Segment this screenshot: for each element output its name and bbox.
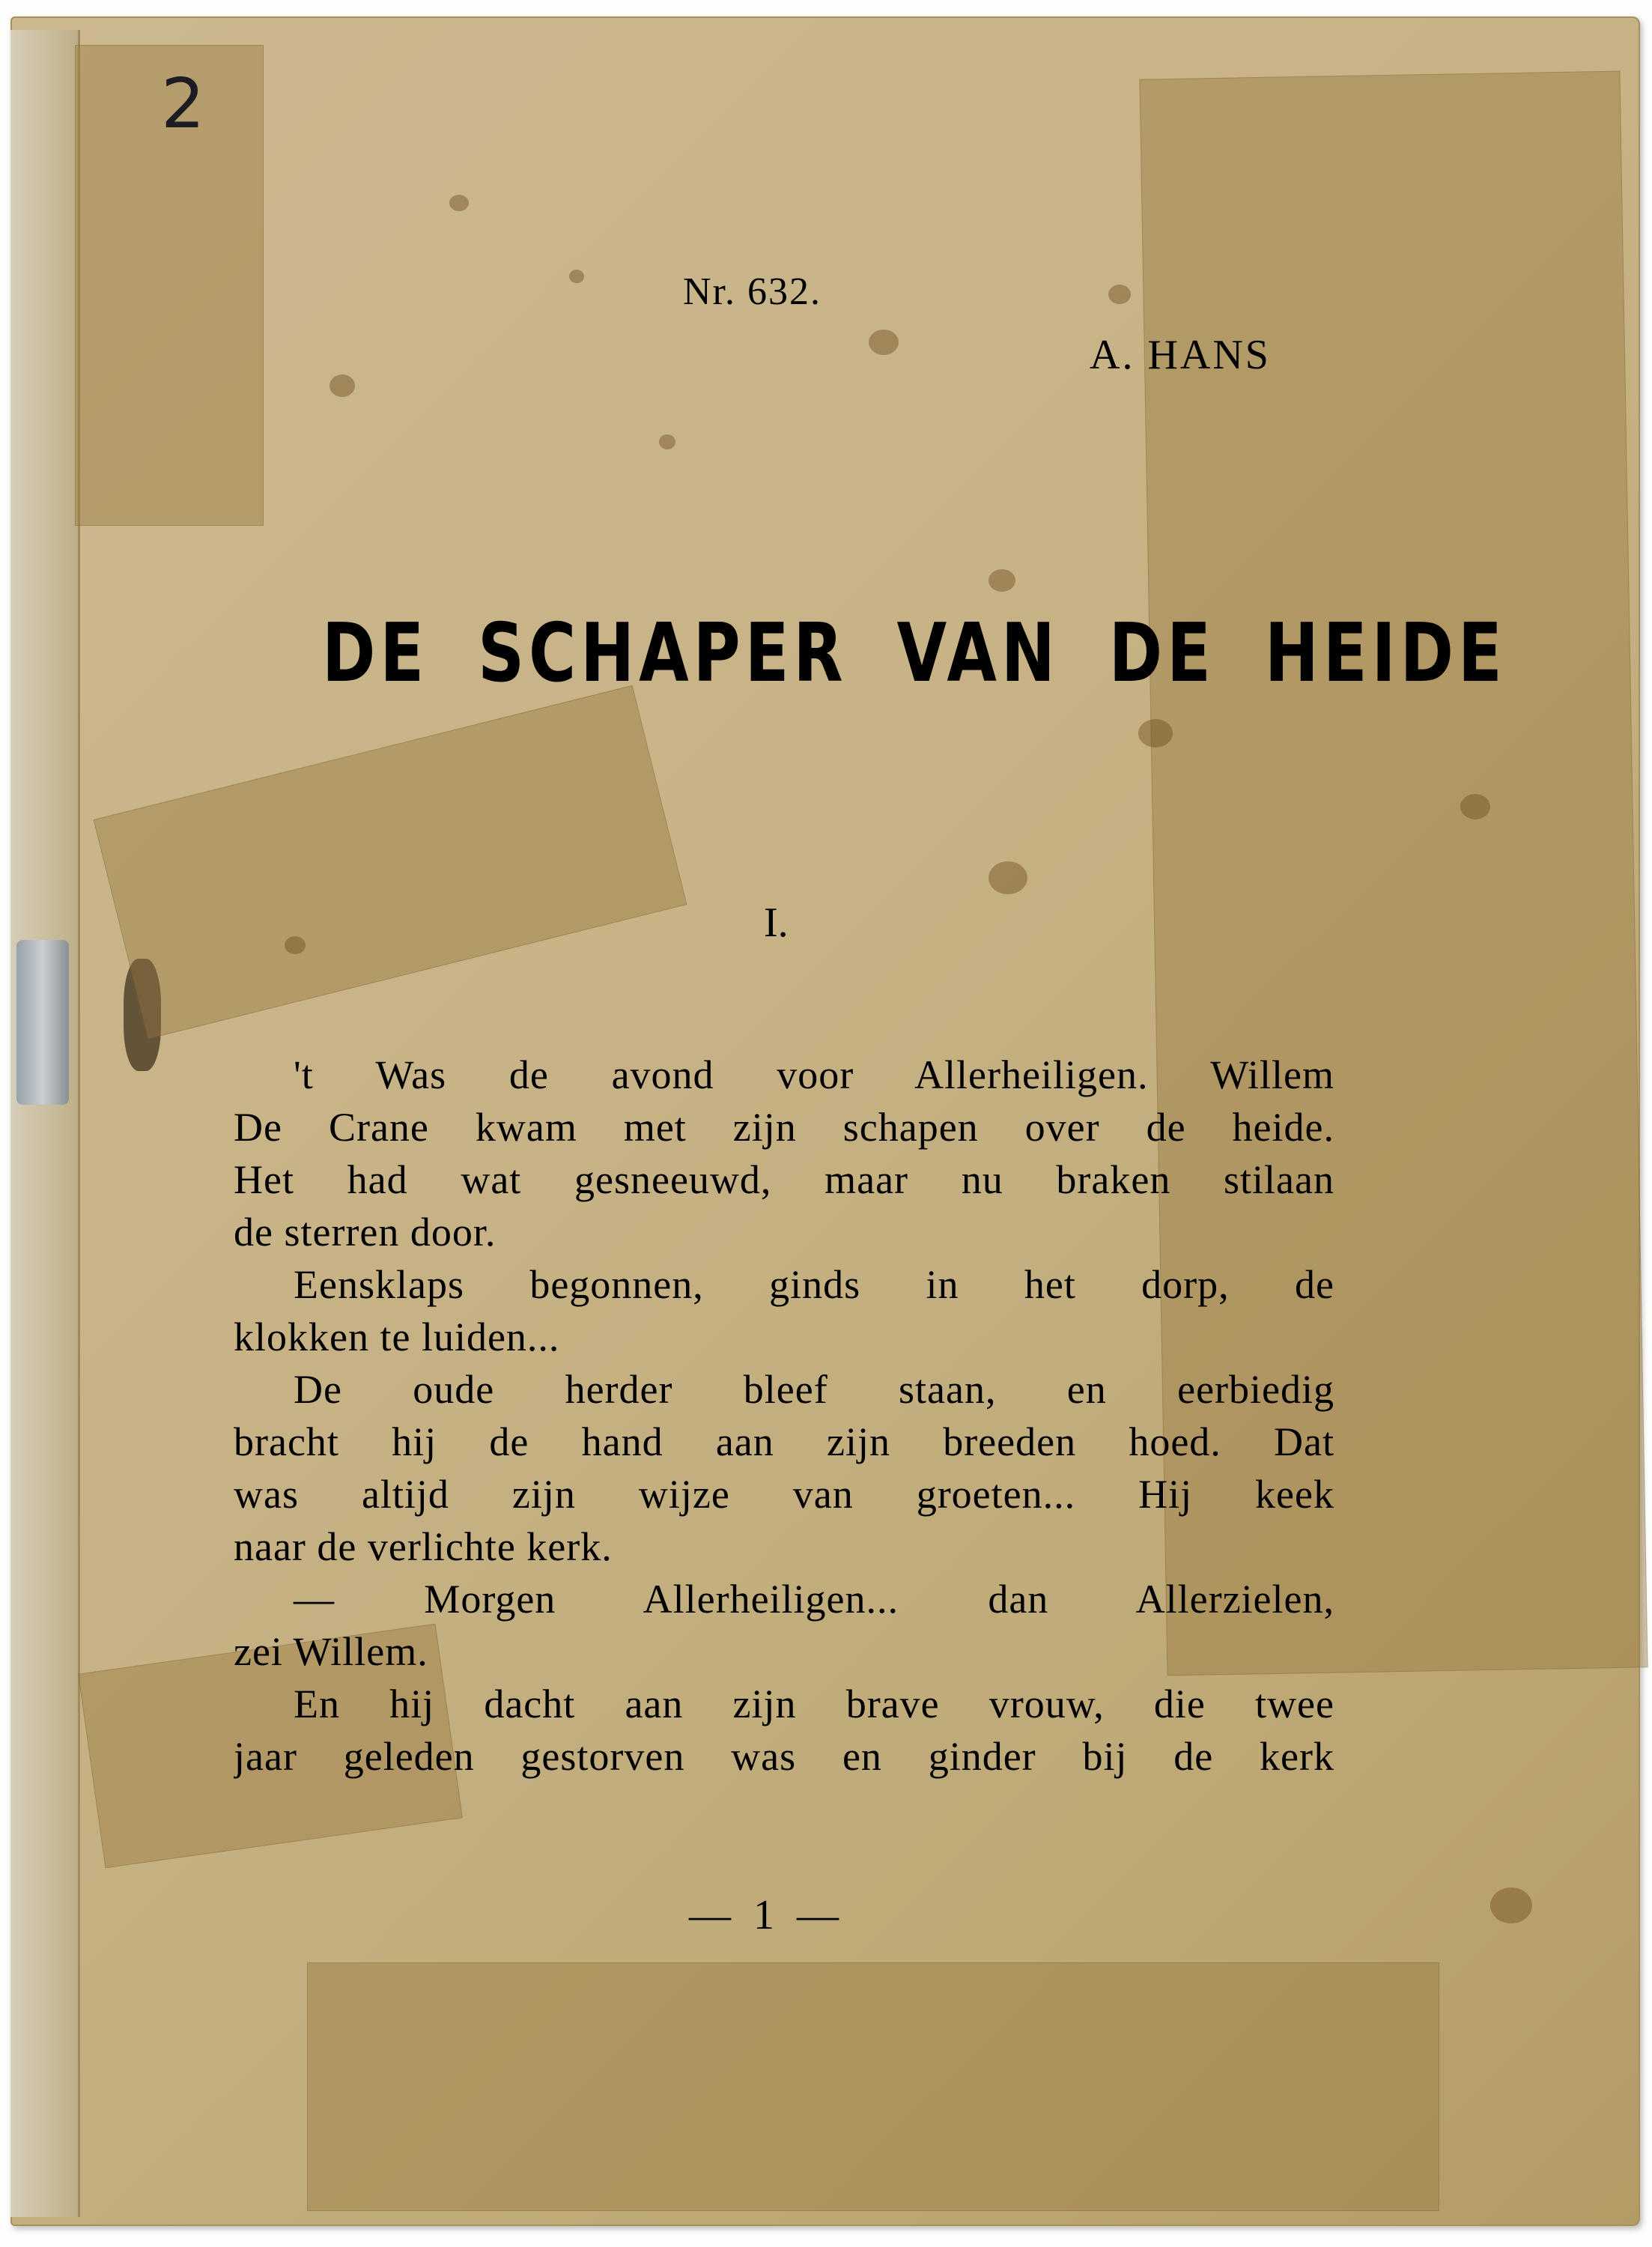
text-line: De oude herder bleef staan, en eerbiedig (294, 1367, 1334, 1412)
text-line: naar de verlichte kerk. (234, 1524, 613, 1569)
book-title: DE SCHAPER VAN DE HEIDE (322, 607, 1507, 700)
stain (449, 195, 469, 211)
text-line: bracht hij de hand aan zijn breeden hoed. Dat (234, 1419, 1334, 1464)
chapter-heading: I. (764, 900, 789, 946)
text-line: was altijd zijn wijze van groeten... Hij keek (234, 1472, 1334, 1517)
text-line: Eensklaps begonnen, ginds in het dorp, de (294, 1262, 1334, 1307)
page-number: — 1 — (689, 1892, 845, 1938)
stain (1490, 1887, 1532, 1923)
stain (285, 936, 306, 954)
stain (659, 434, 675, 449)
stain (869, 330, 899, 355)
tape-strip (307, 1962, 1439, 2211)
text-line: — Morgen Allerheiligen... dan Allerzielen, (294, 1577, 1334, 1622)
text-line: zei Willem. (234, 1629, 428, 1674)
text-line: jaar geleden gestorven was en ginder bij de kerk (234, 1734, 1334, 1779)
text-line: klokken te luiden... (234, 1314, 560, 1359)
text-line: de sterren door. (234, 1210, 496, 1255)
author-name: A. HANS (1090, 332, 1271, 378)
stain (989, 861, 1027, 894)
text-line: De Crane kwam met zijn schapen over de heide. (234, 1105, 1334, 1150)
stain (569, 270, 584, 283)
text-line: En hij dacht aan zijn brave vrouw, die twee (294, 1682, 1334, 1726)
stain (1460, 794, 1490, 819)
booklet-spine (10, 30, 80, 2217)
staple (16, 940, 69, 1105)
text-line: Het had wat gesneeuwd, maar nu braken stilaan (234, 1157, 1334, 1202)
stain (1108, 285, 1131, 304)
series-number: Nr. 632. (683, 270, 822, 313)
stain (1138, 719, 1173, 748)
stain (330, 374, 355, 397)
body-text (234, 1049, 1334, 1783)
stain (989, 569, 1015, 592)
handwritten-number: 2 (161, 64, 205, 144)
text-line: 't Was de avond voor Allerheiligen. Willem (294, 1052, 1334, 1097)
